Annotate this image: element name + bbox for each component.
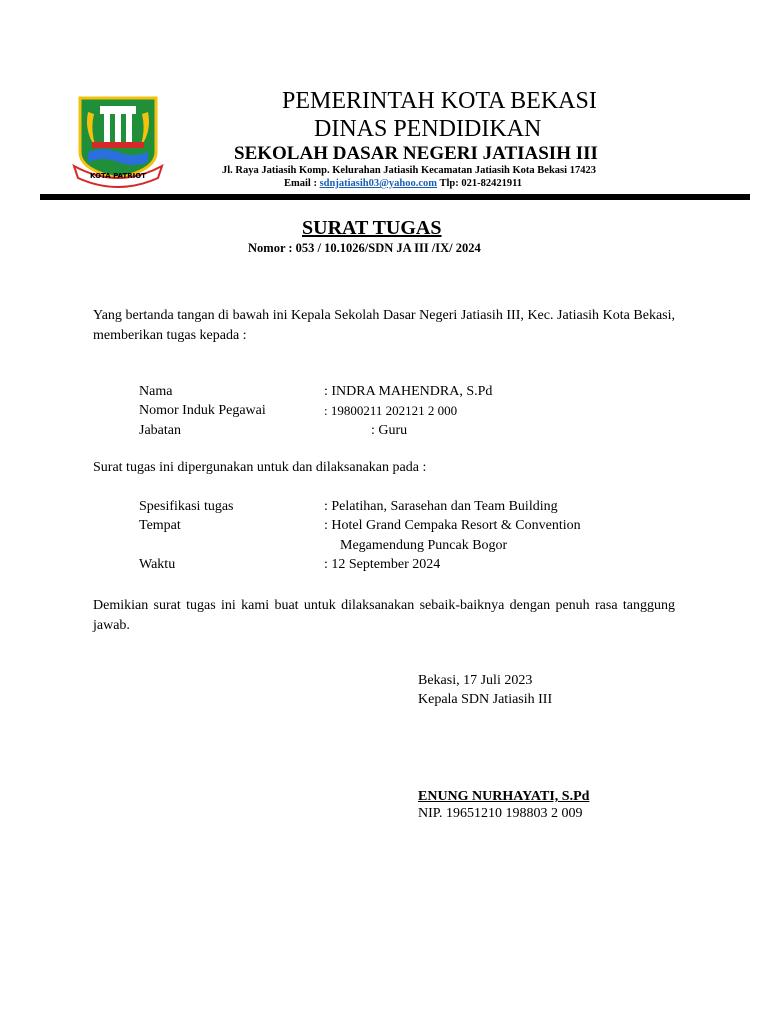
tempat-value-continued: Megamendung Puncak Bogor — [340, 538, 508, 553]
signature-position: Kepala SDN Jatiasih III — [418, 692, 553, 707]
nip-label: Nomor Induk Pegawai — [139, 403, 266, 418]
government-heading: PEMERINTAH KOTA BEKASI — [282, 88, 597, 114]
nama-label: Nama — [139, 384, 173, 399]
school-address: Jl. Raya Jatiasih Komp. Kelurahan Jatiasih Kecamatan Jatiasih Kota Bekasi 17423 — [222, 165, 596, 176]
kota-bekasi-emblem-icon — [70, 92, 166, 188]
signature-place-date: Bekasi, 17 Juli 2023 — [418, 673, 533, 688]
waktu-value: : 12 September 2024 — [324, 557, 441, 572]
tempat-label: Tempat — [139, 518, 181, 533]
purpose-intro: Surat tugas ini dipergunakan untuk dan dilaksanakan pada : — [93, 460, 427, 475]
email-label: Email : — [284, 178, 317, 189]
document-title: SURAT TUGAS — [302, 217, 442, 239]
jabatan-label: Jabatan — [139, 423, 181, 438]
signatory-name: ENUNG NURHAYATI, S.Pd — [418, 789, 590, 804]
jabatan-value: : Guru — [371, 423, 408, 438]
nip-value: : 19800211 202121 2 000 — [324, 403, 458, 418]
closing-paragraph: Demikian surat tugas ini kami buat untuk dilaksanakan sebaik-baiknya dengan penuh rasa tanggung jawab. — [93, 598, 675, 633]
contact-line — [284, 178, 522, 189]
nama-value: : INDRA MAHENDRA, S.Pd — [324, 384, 493, 399]
phone-text: Tlp: 021-82421911 — [439, 178, 523, 189]
letterhead-divider — [40, 194, 750, 200]
school-heading: SEKOLAH DASAR NEGERI JATIASIH III — [234, 143, 598, 164]
spesifikasi-label: Spesifikasi tugas — [139, 499, 234, 514]
logo-text: KOTA PATRIOT — [89, 172, 147, 180]
document-number: Nomor : 053 / 10.1026/SDN JA III /IX/ 2024 — [248, 241, 481, 255]
signatory-nip: NIP. 19651210 198803 2 009 — [418, 806, 583, 821]
department-heading: DINAS PENDIDIKAN — [314, 116, 542, 142]
spesifikasi-value: : Pelatihan, Sarasehan dan Team Building — [324, 499, 558, 514]
tempat-value: : Hotel Grand Cempaka Resort & Convention — [324, 518, 581, 533]
email-link[interactable]: sdnjatiasih03@yahoo.com — [319, 178, 438, 189]
waktu-label: Waktu — [139, 557, 176, 572]
intro-paragraph: Yang bertanda tangan di bawah ini Kepala Sekolah Dasar Negeri Jatiasih III, Kec. Jatiasih Kota Bekasi, memberikan tugas kepada : — [93, 308, 675, 343]
